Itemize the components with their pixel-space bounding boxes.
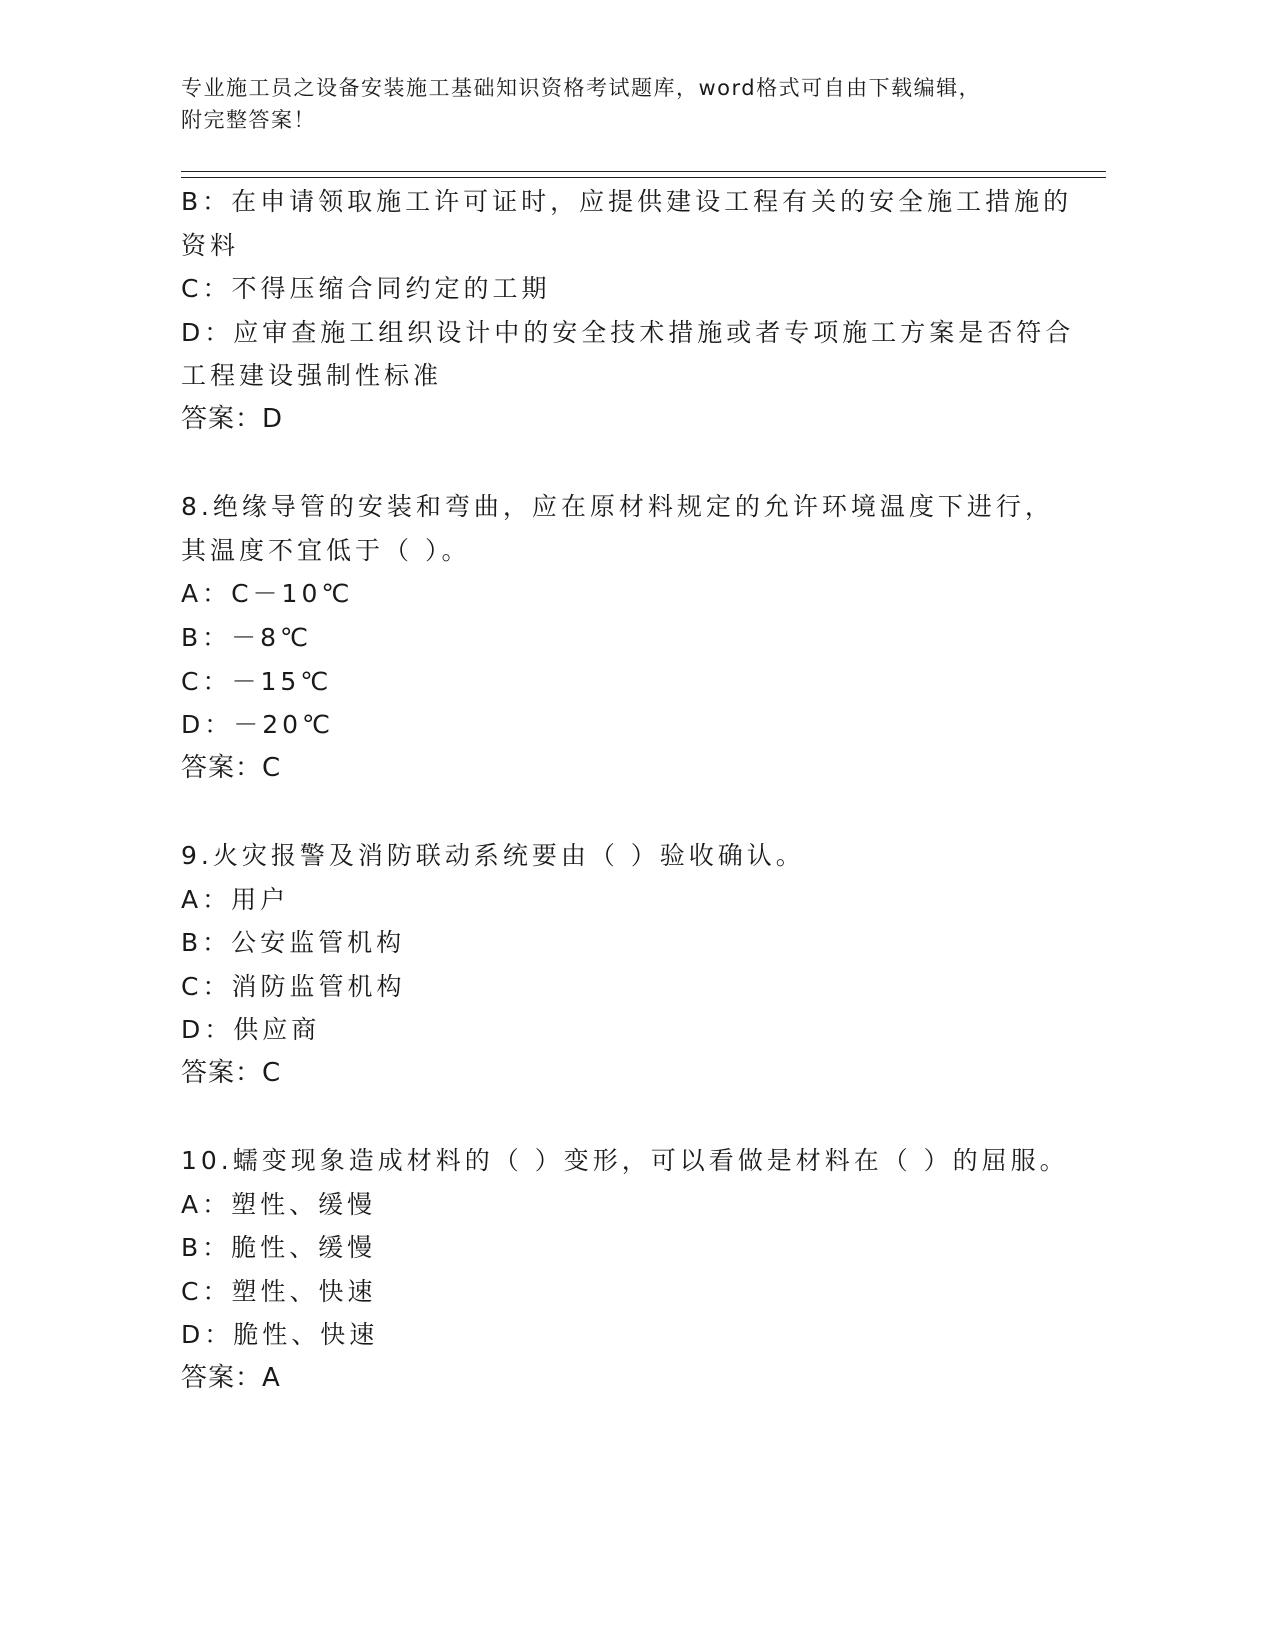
header-divider-top: [181, 171, 1106, 172]
option-d: D：供应商: [181, 1015, 321, 1045]
question-9: [181, 834, 1041, 1096]
option-c: C：不得压缩合同约定的工期: [181, 274, 551, 304]
option-d-line-2: 工程建设强制性标准: [181, 361, 443, 391]
document-header: [181, 72, 1061, 136]
question-10: [181, 1139, 1069, 1401]
header-line-2: 附完整答案！: [181, 108, 316, 132]
option-d: D：－20℃: [181, 710, 335, 740]
spacer: [181, 1095, 1041, 1139]
option-c: C：塑性、快速: [181, 1276, 377, 1306]
option-b: B：脆性、缓慢: [181, 1233, 377, 1263]
answer: 答案：C: [181, 752, 282, 783]
option-b-line-1: B：在申请领取施工许可证时，应提供建设工程有关的安全施工措施的: [181, 187, 1073, 216]
spacer: [181, 790, 1041, 834]
option-b: B：公安监管机构: [181, 928, 406, 958]
header-divider-bottom: [181, 177, 1106, 178]
option-c: C：消防监管机构: [181, 971, 406, 1001]
answer: 答案：D: [181, 403, 284, 434]
question-text-line-1: 10.蠕变现象造成材料的（ ）变形，可以看做是材料在（ ）的屈服。: [181, 1146, 1069, 1176]
question-text-line-2: 其温度不宜低于（ ）。: [181, 535, 471, 565]
option-d-line-1: D：应审查施工组织设计中的安全技术措施或者专项施工方案是否符合: [181, 317, 1075, 347]
header-line-1: 专业施工员之设备安装施工基础知识资格考试题库，word格式可自由下载编辑，: [181, 76, 982, 100]
answer: 答案：A: [181, 1363, 281, 1394]
question-content: [181, 180, 1075, 1401]
option-a: A：用户: [181, 884, 290, 914]
option-b-line-2: 资料: [181, 230, 240, 260]
question-8: [181, 485, 1054, 790]
spacer: [181, 442, 1041, 486]
option-b: B：－8℃: [181, 622, 313, 652]
question-text-line-1: 9.火灾报警及消防联动系统要由（ ）验收确认。: [181, 840, 805, 870]
option-c: C：－15℃: [181, 666, 333, 696]
option-a: A：C－10℃: [181, 579, 354, 609]
answer: 答案：C: [181, 1057, 282, 1088]
question-text-line-1: 8.绝缘导管的安装和弯曲，应在原材料规定的允许环境温度下进行，: [181, 492, 1054, 522]
option-a: A：塑性、缓慢: [181, 1189, 377, 1219]
continued-question: [181, 180, 1075, 442]
option-d: D：脆性、快速: [181, 1320, 379, 1350]
